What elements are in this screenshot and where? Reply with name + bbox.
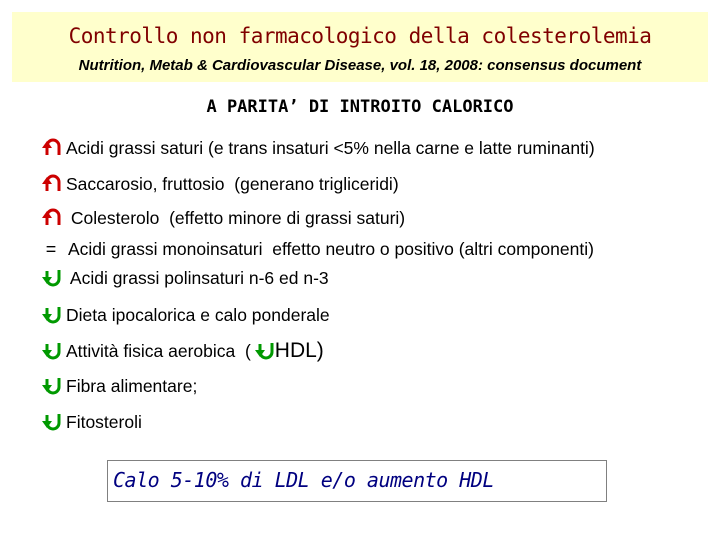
red-up-arrow-icon [40, 173, 62, 195]
list-item [40, 136, 595, 160]
item-text: Saccarosio, fruttosio (generano trigliceridi) [66, 173, 399, 194]
item-text: Acidi grassi monoinsaturi effetto neutro o positivo (altri componenti) [68, 238, 594, 259]
green-down-arrow-icon [40, 340, 62, 362]
red-up-arrow-icon [40, 137, 62, 159]
item-text: Fibra alimentare; [66, 375, 198, 396]
item-suffix: HDL) [274, 339, 324, 362]
item-text: Attività fisica aerobica ( [66, 340, 251, 361]
header-banner [12, 12, 708, 82]
conclusion-text: Calo 5-10% di LDL e/o aumento HDL [113, 468, 494, 492]
green-down-arrow-icon [40, 267, 62, 289]
green-down-arrow-icon [40, 304, 62, 326]
green-down-arrow-icon [40, 411, 62, 433]
list-item [40, 206, 405, 230]
item-text: Fitosteroli [66, 411, 142, 432]
list-item [40, 303, 330, 327]
list-item [40, 266, 329, 290]
list-item [40, 237, 594, 261]
list-item [40, 339, 324, 363]
conclusion-box [107, 460, 607, 502]
page-subtitle: Nutrition, Metab & Cardiovascular Disease, vol. 18, 2008: consensus document [78, 57, 642, 74]
page-title: Controllo non farmacologico della colesterolemia [68, 24, 652, 48]
list-item [40, 374, 197, 398]
list-item [40, 410, 142, 434]
green-down-arrow-icon [40, 375, 62, 397]
item-text: Acidi grassi saturi (e trans insaturi <5% nella carne e latte ruminanti) [66, 137, 595, 158]
item-text: Colesterolo (effetto minore di grassi saturi) [66, 207, 406, 228]
equals-sign: = [45, 238, 57, 259]
section-title: A PARITA’ DI INTROITO CALORICO [206, 97, 514, 117]
item-text: Acidi grassi polinsaturi n-6 ed n-3 [66, 267, 329, 288]
red-up-arrow-icon [40, 207, 62, 229]
list-item [40, 172, 399, 196]
green-down-arrow-icon [253, 340, 275, 362]
item-text: Dieta ipocalorica e calo ponderale [66, 304, 330, 325]
